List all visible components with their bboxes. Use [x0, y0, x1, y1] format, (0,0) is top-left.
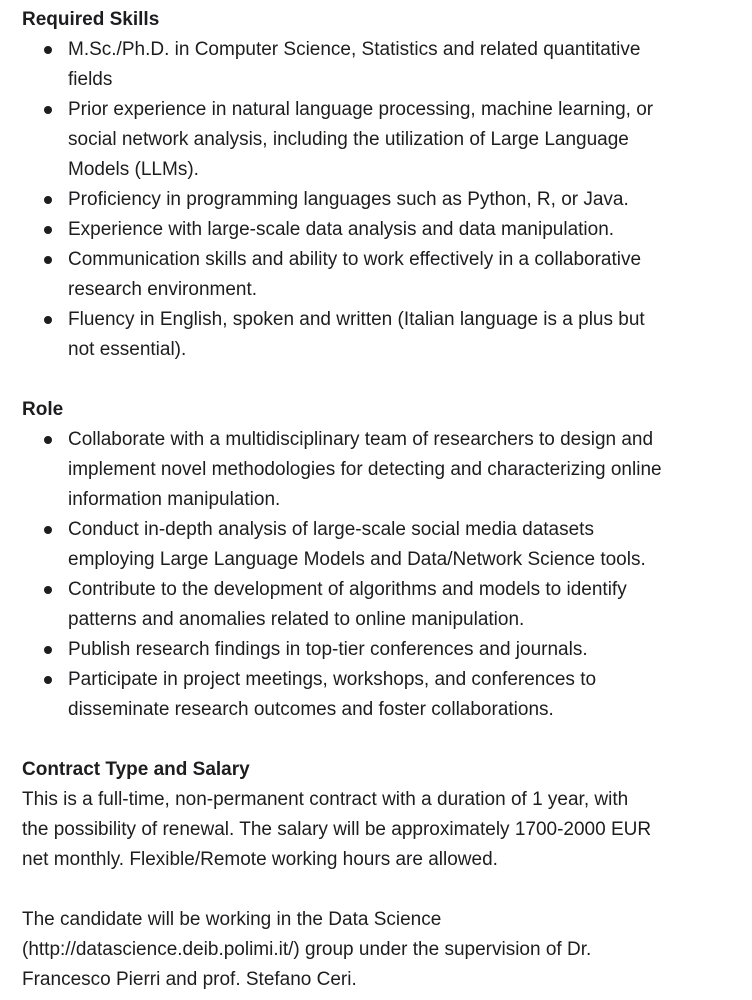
list-item-line: Contribute to the development of algorithms and models to identify	[68, 579, 627, 600]
list-item	[22, 635, 742, 665]
list-item	[22, 245, 742, 305]
list-item-line: patterns and anomalies related to online manipulation.	[68, 609, 525, 630]
list-item-line: Conduct in-depth analysis of large-scale social media datasets	[68, 519, 594, 540]
bullet-icon	[44, 586, 52, 594]
required-skills-list	[22, 35, 742, 365]
text-line: This is a full-time, non-permanent contract with a duration of 1 year, with	[22, 789, 629, 810]
list-item-line: Models (LLMs).	[68, 159, 199, 180]
list-item-line: Proficiency in programming languages such as Python, R, or Java.	[68, 189, 629, 210]
list-item	[22, 185, 742, 215]
list-item-line: social network analysis, including the utilization of Large Language	[68, 129, 629, 150]
bullet-icon	[44, 436, 52, 444]
list-item-line: implement novel methodologies for detecting and characterizing online	[68, 459, 662, 480]
job-description	[22, 5, 742, 995]
list-item-line: information manipulation.	[68, 489, 281, 510]
list-item	[22, 515, 742, 575]
text-line: (http://datascience.deib.polimi.it/) group under the supervision of Dr.	[22, 939, 592, 960]
list-item-line: Prior experience in natural language processing, machine learning, or	[68, 99, 654, 120]
list-item	[22, 305, 742, 365]
bullet-icon	[44, 226, 52, 234]
role-section	[22, 395, 742, 725]
list-item-line: disseminate research outcomes and foster collaborations.	[68, 699, 554, 720]
section-heading: Contract Type and Salary	[22, 759, 250, 780]
bullet-icon	[44, 46, 52, 54]
list-item-line: Participate in project meetings, workshops, and conferences to	[68, 669, 597, 690]
list-item	[22, 575, 742, 635]
list-item-line: Publish research findings in top-tier conferences and journals.	[68, 639, 588, 660]
text-line: Francesco Pierri and prof. Stefano Ceri.	[22, 969, 357, 990]
list-item	[22, 35, 742, 95]
bullet-icon	[44, 316, 52, 324]
list-item	[22, 425, 742, 515]
list-item-line: Communication skills and ability to work effectively in a collaborative	[68, 249, 642, 270]
text-line: The candidate will be working in the Data Science	[22, 909, 442, 930]
text-line: net monthly. Flexible/Remote working hours are allowed.	[22, 849, 498, 870]
group-paragraph	[22, 905, 742, 995]
section-heading: Required Skills	[22, 9, 160, 30]
bullet-icon	[44, 676, 52, 684]
list-item-line: Fluency in English, spoken and written (Italian language is a plus but	[68, 309, 645, 330]
text-line: the possibility of renewal. The salary will be approximately 1700-2000 EUR	[22, 819, 652, 840]
bullet-icon	[44, 646, 52, 654]
bullet-icon	[44, 196, 52, 204]
list-item-line: research environment.	[68, 279, 258, 300]
required-skills-section	[22, 5, 742, 365]
list-item-line: fields	[68, 69, 113, 90]
contract-paragraph	[22, 785, 742, 875]
role-list	[22, 425, 742, 725]
list-item	[22, 95, 742, 185]
list-item-line: employing Large Language Models and Data/Network Science tools.	[68, 549, 646, 570]
bullet-icon	[44, 256, 52, 264]
section-heading: Role	[22, 399, 64, 420]
list-item-line: Collaborate with a multidisciplinary team of researchers to design and	[68, 429, 654, 450]
list-item-line: Experience with large-scale data analysis and data manipulation.	[68, 219, 615, 240]
list-item-line: not essential).	[68, 339, 187, 360]
contract-section	[22, 755, 742, 875]
list-item	[22, 215, 742, 245]
list-item-line: M.Sc./Ph.D. in Computer Science, Statistics and related quantitative	[68, 39, 641, 60]
list-item	[22, 665, 742, 725]
bullet-icon	[44, 526, 52, 534]
bullet-icon	[44, 106, 52, 114]
